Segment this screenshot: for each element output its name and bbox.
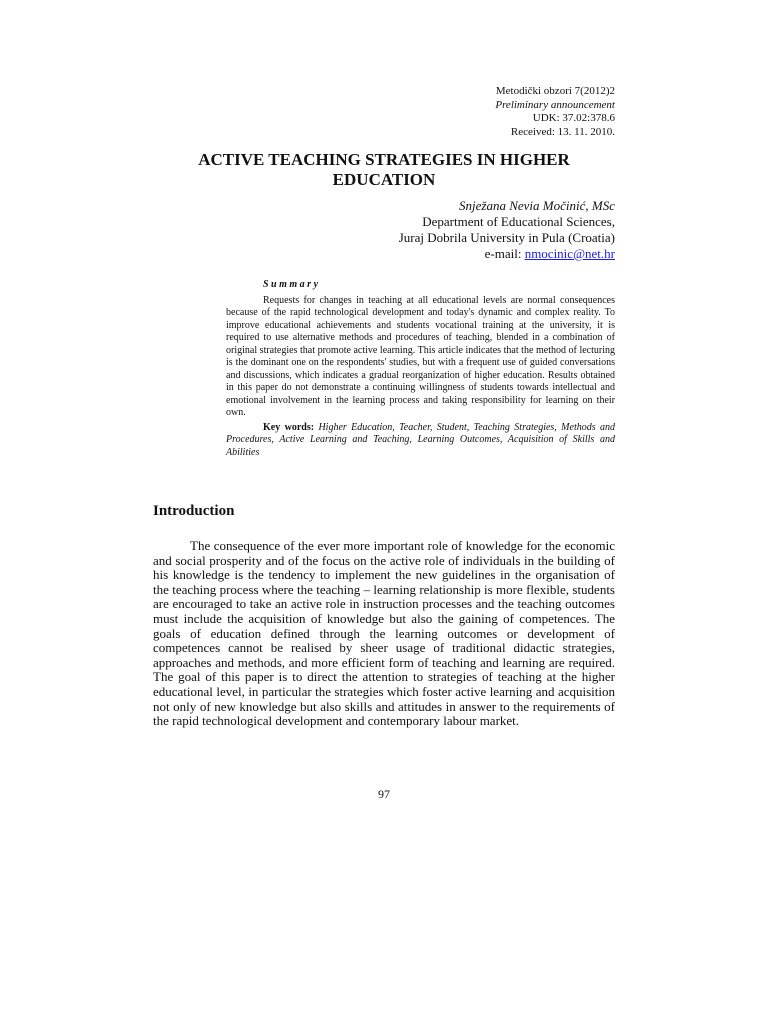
keywords-label: Key words:	[263, 421, 315, 433]
summary-heading: Summary	[263, 279, 321, 290]
page-number: 97	[378, 787, 390, 801]
email-prefix: e-mail:	[484, 246, 525, 261]
introduction-heading: Introduction	[153, 503, 235, 519]
keywords	[226, 422, 615, 460]
introduction-paragraph: The consequence of the ever more important role of knowledge for the economic and social prosperity and of the focus on the active role of individuals in the building of his knowledge is the tendency to implement the new guidelines in the organisation of the teaching process where the teaching – learning relationship is more flexible, students are encouraged to take an active role in instruction processes and the teaching outcomes must include the acquisition of knowledge but also the gaining of competences. The goals of education defined through the learning outcomes or development of competences cannot be realised by sheer usage of traditional didactic strategies, approaches and methods, and more efficient form of teaching and learning are required. The goal of this paper is to direct the attention to strategies of teaching at the higher educational level, in particular the strategies which foster active learning and acquisition not only of new knowledge but also skills and attitudes in answer to the requirements of the rapid technological development and contemporary labour market.	[153, 538, 615, 729]
author-name: Snježana Nevia Močinić, MSc	[459, 198, 615, 213]
journal-name: Metodički obzori 7(2012)2	[495, 85, 615, 97]
email-link[interactable]: nmocinic@net.hr	[524, 246, 615, 261]
journal-header	[495, 85, 615, 139]
author-university: Juraj Dobrila University in Pula (Croatia)	[398, 230, 615, 245]
keywords-text: Higher Education, Teacher, Student, Teaching Strategies, Methods and Procedures, Active Learning and Teaching, Learning Outcomes, Acquisition of Skills and Abilities	[226, 421, 616, 458]
author-block	[399, 198, 615, 262]
paper-title: ACTIVE TEACHING STRATEGIES IN HIGHER EDUCATION	[198, 150, 570, 189]
author-department: Department of Educational Sciences,	[422, 214, 615, 229]
article-type: Preliminary announcement	[495, 98, 615, 111]
udk-code: UDK: 37.02:378.6	[532, 112, 615, 124]
author-email-line	[399, 246, 615, 262]
summary-text: Requests for changes in teaching at all educational levels are normal consequences because of the rapid technological development and today's dynamic and complex reality. To improve educational achievements and students vocational training at the university, it is required to use alternative methods and procedures of teaching, blended in a combination of original strategies that promote active learning. This article indicates that the method of lecturing is the dominant one on the respondents' studies, but with a frequent use of guided conversations and discussions, which indicates a gradual reorganization of higher education. Results obtained in this paper do not demonstrate a continuing willingness of students towards intellectual and emotional involvement in the learning process and taking responsibility for learning on their own.	[226, 294, 615, 418]
received-date: Received: 13. 11. 2010.	[510, 125, 615, 138]
summary-section	[226, 279, 615, 459]
